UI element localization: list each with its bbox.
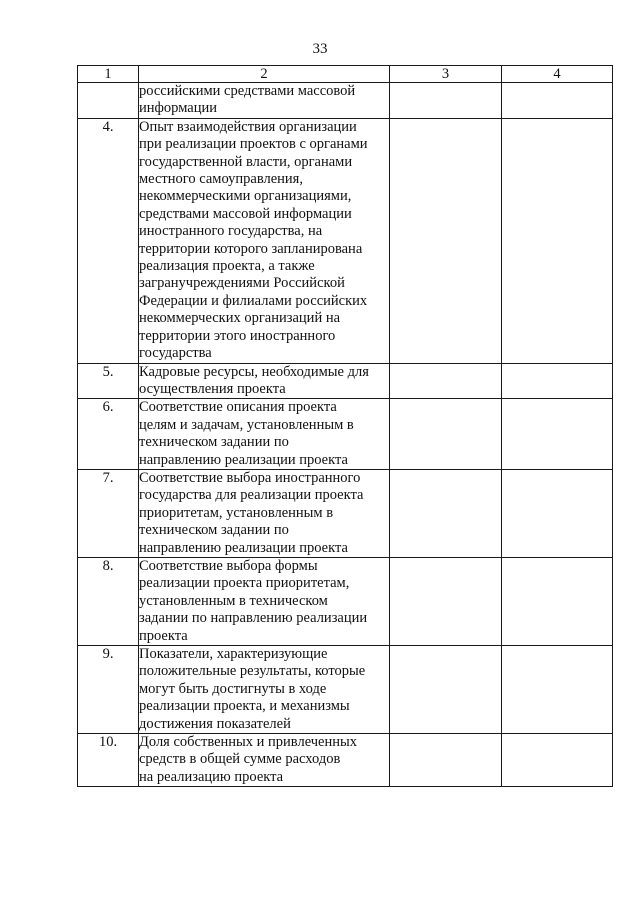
column-header: 4	[502, 66, 613, 83]
table-row	[78, 469, 613, 557]
row-number: 5.	[78, 363, 139, 399]
cell-col3	[390, 363, 502, 399]
cell-col3	[390, 646, 502, 734]
cell-col4	[502, 118, 613, 363]
table-row	[78, 118, 613, 363]
criterion-text: Опыт взаимодействия организации при реализации проектов с органами государственной власти, органами местного самоуправления, некоммерческими организациями, средствами массовой информации иностранного государства, на территории которого запланирована реализация проекта, а также загранучреждениями Российской Федерации и филиалами российских некоммерческих организаций на территории этого иностранного государства	[139, 118, 390, 363]
table-row	[78, 734, 613, 787]
cell-col4	[502, 734, 613, 787]
cell-col4	[502, 83, 613, 119]
table-header-row	[78, 66, 613, 83]
column-header: 1	[78, 66, 139, 83]
criteria-table	[77, 65, 613, 787]
criterion-text: Соответствие выбора иностранного государства для реализации проекта приоритетам, установленным в техническом задании по направлению реализации проекта	[139, 469, 390, 557]
cell-col4	[502, 399, 613, 470]
row-number: 4.	[78, 118, 139, 363]
cell-col4	[502, 469, 613, 557]
cell-col4	[502, 363, 613, 399]
row-number	[78, 83, 139, 119]
table-row	[78, 557, 613, 645]
table-row	[78, 363, 613, 399]
row-number: 6.	[78, 399, 139, 470]
criterion-text: Показатели, характеризующие положительные результаты, которые могут быть достигнуты в ходе реализации проекта, и механизмы достижения показателей	[139, 646, 390, 734]
column-header: 2	[139, 66, 390, 83]
row-number: 10.	[78, 734, 139, 787]
row-number: 7.	[78, 469, 139, 557]
row-number: 9.	[78, 646, 139, 734]
row-number: 8.	[78, 557, 139, 645]
cell-col3	[390, 83, 502, 119]
criterion-text: российскими средствами массовой информации	[139, 83, 390, 119]
column-header: 3	[390, 66, 502, 83]
table-row	[78, 83, 613, 119]
criterion-text: Соответствие выбора формы реализации проекта приоритетам, установленным в техническом задании по направлению реализации проекта	[139, 557, 390, 645]
cell-col3	[390, 118, 502, 363]
table-row	[78, 646, 613, 734]
cell-col3	[390, 734, 502, 787]
cell-col3	[390, 557, 502, 645]
cell-col4	[502, 646, 613, 734]
table-row	[78, 399, 613, 470]
cell-col3	[390, 399, 502, 470]
page-number: 33	[312, 41, 328, 57]
criterion-text: Кадровые ресурсы, необходимые для осуществления проекта	[139, 363, 390, 399]
criterion-text: Доля собственных и привлеченных средств в общей сумме расходов на реализацию проекта	[139, 734, 390, 787]
criterion-text: Соответствие описания проекта целям и задачам, установленным в техническом задании по направлению реализации проекта	[139, 399, 390, 470]
cell-col3	[390, 469, 502, 557]
cell-col4	[502, 557, 613, 645]
